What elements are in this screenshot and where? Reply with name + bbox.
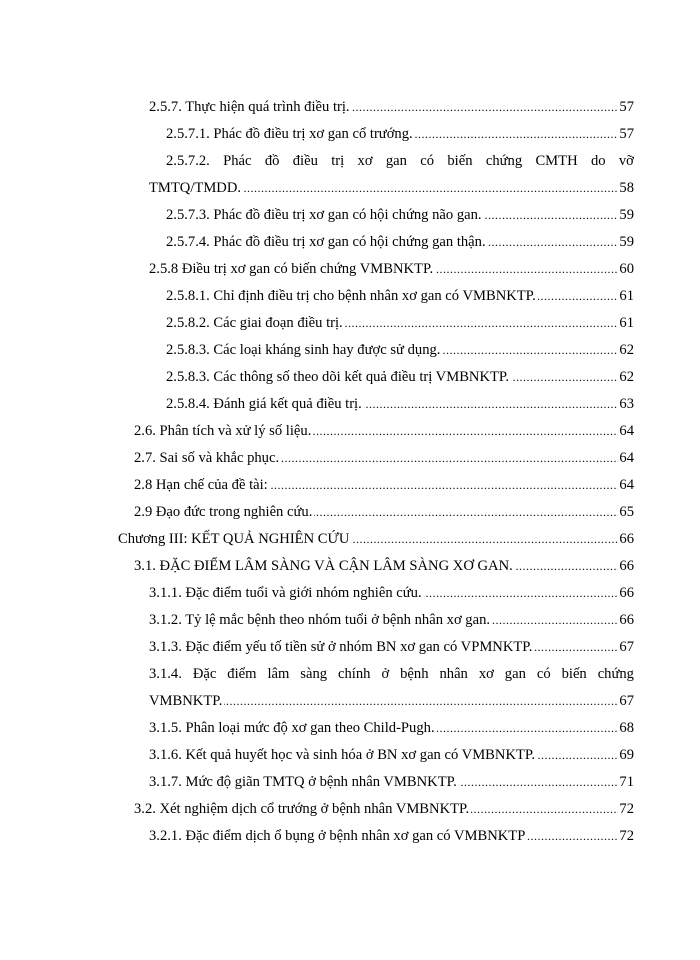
toc-entry bbox=[149, 825, 634, 847]
toc-entry-page: 61 bbox=[618, 285, 634, 307]
toc-entry-title: 3.1.6. Kết quả huyết học và sinh hóa ở BN xơ gan có VMBNKTP. bbox=[149, 744, 537, 766]
toc-entry bbox=[134, 447, 634, 469]
toc-entry-page: 72 bbox=[618, 798, 634, 820]
toc-entry-title: 2.5.8.3. Các thông số theo dõi kết quả điều trị VMBNKTP. bbox=[166, 366, 511, 388]
toc-entry bbox=[149, 177, 634, 199]
toc-entry-page: 64 bbox=[618, 420, 634, 442]
toc-entry bbox=[166, 393, 634, 415]
toc-entry-page: 57 bbox=[618, 96, 634, 118]
toc-entry-title: 3.2.1. Đặc điểm dịch ổ bụng ở bệnh nhân xơ gan có VMBNKTP bbox=[149, 825, 527, 847]
toc-entry-line1: 3.1.4. Đặc điểm lâm sàng chính ở bệnh nhân xơ gan có biến chứng bbox=[149, 666, 634, 682]
toc-entry-title: 2.5.7.1. Phác đồ điều trị xơ gan cổ trướng. bbox=[166, 123, 415, 145]
toc-entry-page: 64 bbox=[618, 447, 634, 469]
toc-entry-title: TMTQ/TMDD. bbox=[149, 177, 243, 199]
toc-entry bbox=[134, 798, 634, 820]
toc-entry-title: 3.1.5. Phân loại mức độ xơ gan theo Child-Pugh. bbox=[149, 717, 437, 739]
toc-entry bbox=[149, 771, 634, 793]
toc-entry bbox=[166, 123, 634, 145]
toc-entry-page: 66 bbox=[618, 555, 634, 577]
toc-entry bbox=[134, 555, 634, 577]
toc-entry-title: 2.5.7. Thực hiện quá trình điều trị. bbox=[149, 96, 352, 118]
toc-entry-title: VMBNKTP. bbox=[149, 690, 224, 712]
toc-entry-line1: 2.5.7.2. Phác đồ điều trị xơ gan có biến chứng CMTH do vỡ bbox=[166, 153, 634, 169]
toc-entry bbox=[134, 420, 634, 442]
toc-entry bbox=[166, 366, 634, 388]
toc-entry bbox=[166, 204, 634, 226]
toc-entry bbox=[149, 582, 634, 604]
toc-entry bbox=[149, 96, 634, 118]
toc-entry-title: 3.1.7. Mức độ giãn TMTQ ở bệnh nhân VMBNKTP. bbox=[149, 771, 459, 793]
toc-entry-title: Chương III: KẾT QUẢ NGHIÊN CỨU bbox=[118, 528, 351, 550]
toc-entry-page: 71 bbox=[618, 771, 634, 793]
toc-entry-page: 65 bbox=[618, 501, 634, 523]
toc-entry-page: 60 bbox=[618, 258, 634, 280]
toc-entry-title: 3.1.3. Đặc điểm yếu tố tiền sử ở nhóm BN xơ gan có VPMNKTP. bbox=[149, 636, 534, 658]
toc-entry bbox=[166, 339, 634, 361]
toc-entry-page: 66 bbox=[618, 528, 634, 550]
toc-entry-page: 59 bbox=[618, 231, 634, 253]
toc-entry-title: 2.5.8.2. Các giai đoạn điều trị. bbox=[166, 312, 345, 334]
toc-entry bbox=[149, 744, 634, 766]
toc-entry-title: 2.9 Đạo đức trong nghiên cứu. bbox=[134, 501, 314, 523]
toc-entry bbox=[149, 717, 634, 739]
toc-entry-title: 2.7. Sai số và khắc phục. bbox=[134, 447, 281, 469]
toc-entry-page: 67 bbox=[618, 690, 634, 712]
toc-entry bbox=[134, 474, 634, 496]
toc-entry-title: 3.1.2. Tỷ lệ mắc bệnh theo nhóm tuổi ở bệnh nhân xơ gan. bbox=[149, 609, 492, 631]
toc-entry-title: 3.2. Xét nghiệm dịch cổ trướng ở bệnh nhân VMBNKTP. bbox=[134, 798, 471, 820]
toc-entry-title: 2.5.8.1. Chỉ định điều trị cho bệnh nhân xơ gan có VMBNKTP. bbox=[166, 285, 538, 307]
toc-entry-title: 2.5.8 Điều trị xơ gan có biến chứng VMBNKTP. bbox=[149, 258, 435, 280]
toc-entry-page: 62 bbox=[618, 366, 634, 388]
toc-entry-title: 2.5.7.4. Phác đồ điều trị xơ gan có hội chứng gan thận. bbox=[166, 231, 488, 253]
toc-entry-page: 69 bbox=[618, 744, 634, 766]
toc-entry-title: 3.1.1. Đặc điểm tuổi và giới nhóm nghiên cứu. bbox=[149, 582, 424, 604]
toc-entry-page: 64 bbox=[618, 474, 634, 496]
toc-entry-page: 57 bbox=[618, 123, 634, 145]
toc-entry-page: 59 bbox=[618, 204, 634, 226]
toc-entry bbox=[149, 690, 634, 712]
toc-entry bbox=[149, 609, 634, 631]
toc-entry-page: 62 bbox=[618, 339, 634, 361]
toc-entry-title: 2.5.7.3. Phác đồ điều trị xơ gan có hội chứng não gan. bbox=[166, 204, 484, 226]
toc-entry-page: 58 bbox=[618, 177, 634, 199]
toc-entry-title: 3.1. ĐẶC ĐIỂM LÂM SÀNG VÀ CẬN LÂM SÀNG XƠ GAN. bbox=[134, 555, 515, 577]
toc-entry-title: 2.5.8.4. Đánh giá kết quả điều trị. bbox=[166, 393, 364, 415]
toc-entry bbox=[134, 501, 634, 523]
toc-entry-page: 68 bbox=[618, 717, 634, 739]
toc-entry-title: 2.8 Hạn chế của đề tài: bbox=[134, 474, 270, 496]
toc-entry-page: 63 bbox=[618, 393, 634, 415]
toc-entry bbox=[166, 285, 634, 307]
toc-entry-title: 2.6. Phân tích và xử lý số liệu. bbox=[134, 420, 313, 442]
toc-entry bbox=[166, 231, 634, 253]
toc-entry-page: 66 bbox=[618, 609, 634, 631]
toc-entry bbox=[166, 312, 634, 334]
toc-entry-page: 66 bbox=[618, 582, 634, 604]
toc-entry-page: 61 bbox=[618, 312, 634, 334]
toc-entry-page: 72 bbox=[618, 825, 634, 847]
toc-entry-title: 2.5.8.3. Các loại kháng sinh hay được sử dụng. bbox=[166, 339, 442, 361]
toc-entry bbox=[149, 636, 634, 658]
toc-entry bbox=[149, 258, 634, 280]
toc-entry-page: 67 bbox=[618, 636, 634, 658]
toc-entry bbox=[118, 528, 634, 550]
